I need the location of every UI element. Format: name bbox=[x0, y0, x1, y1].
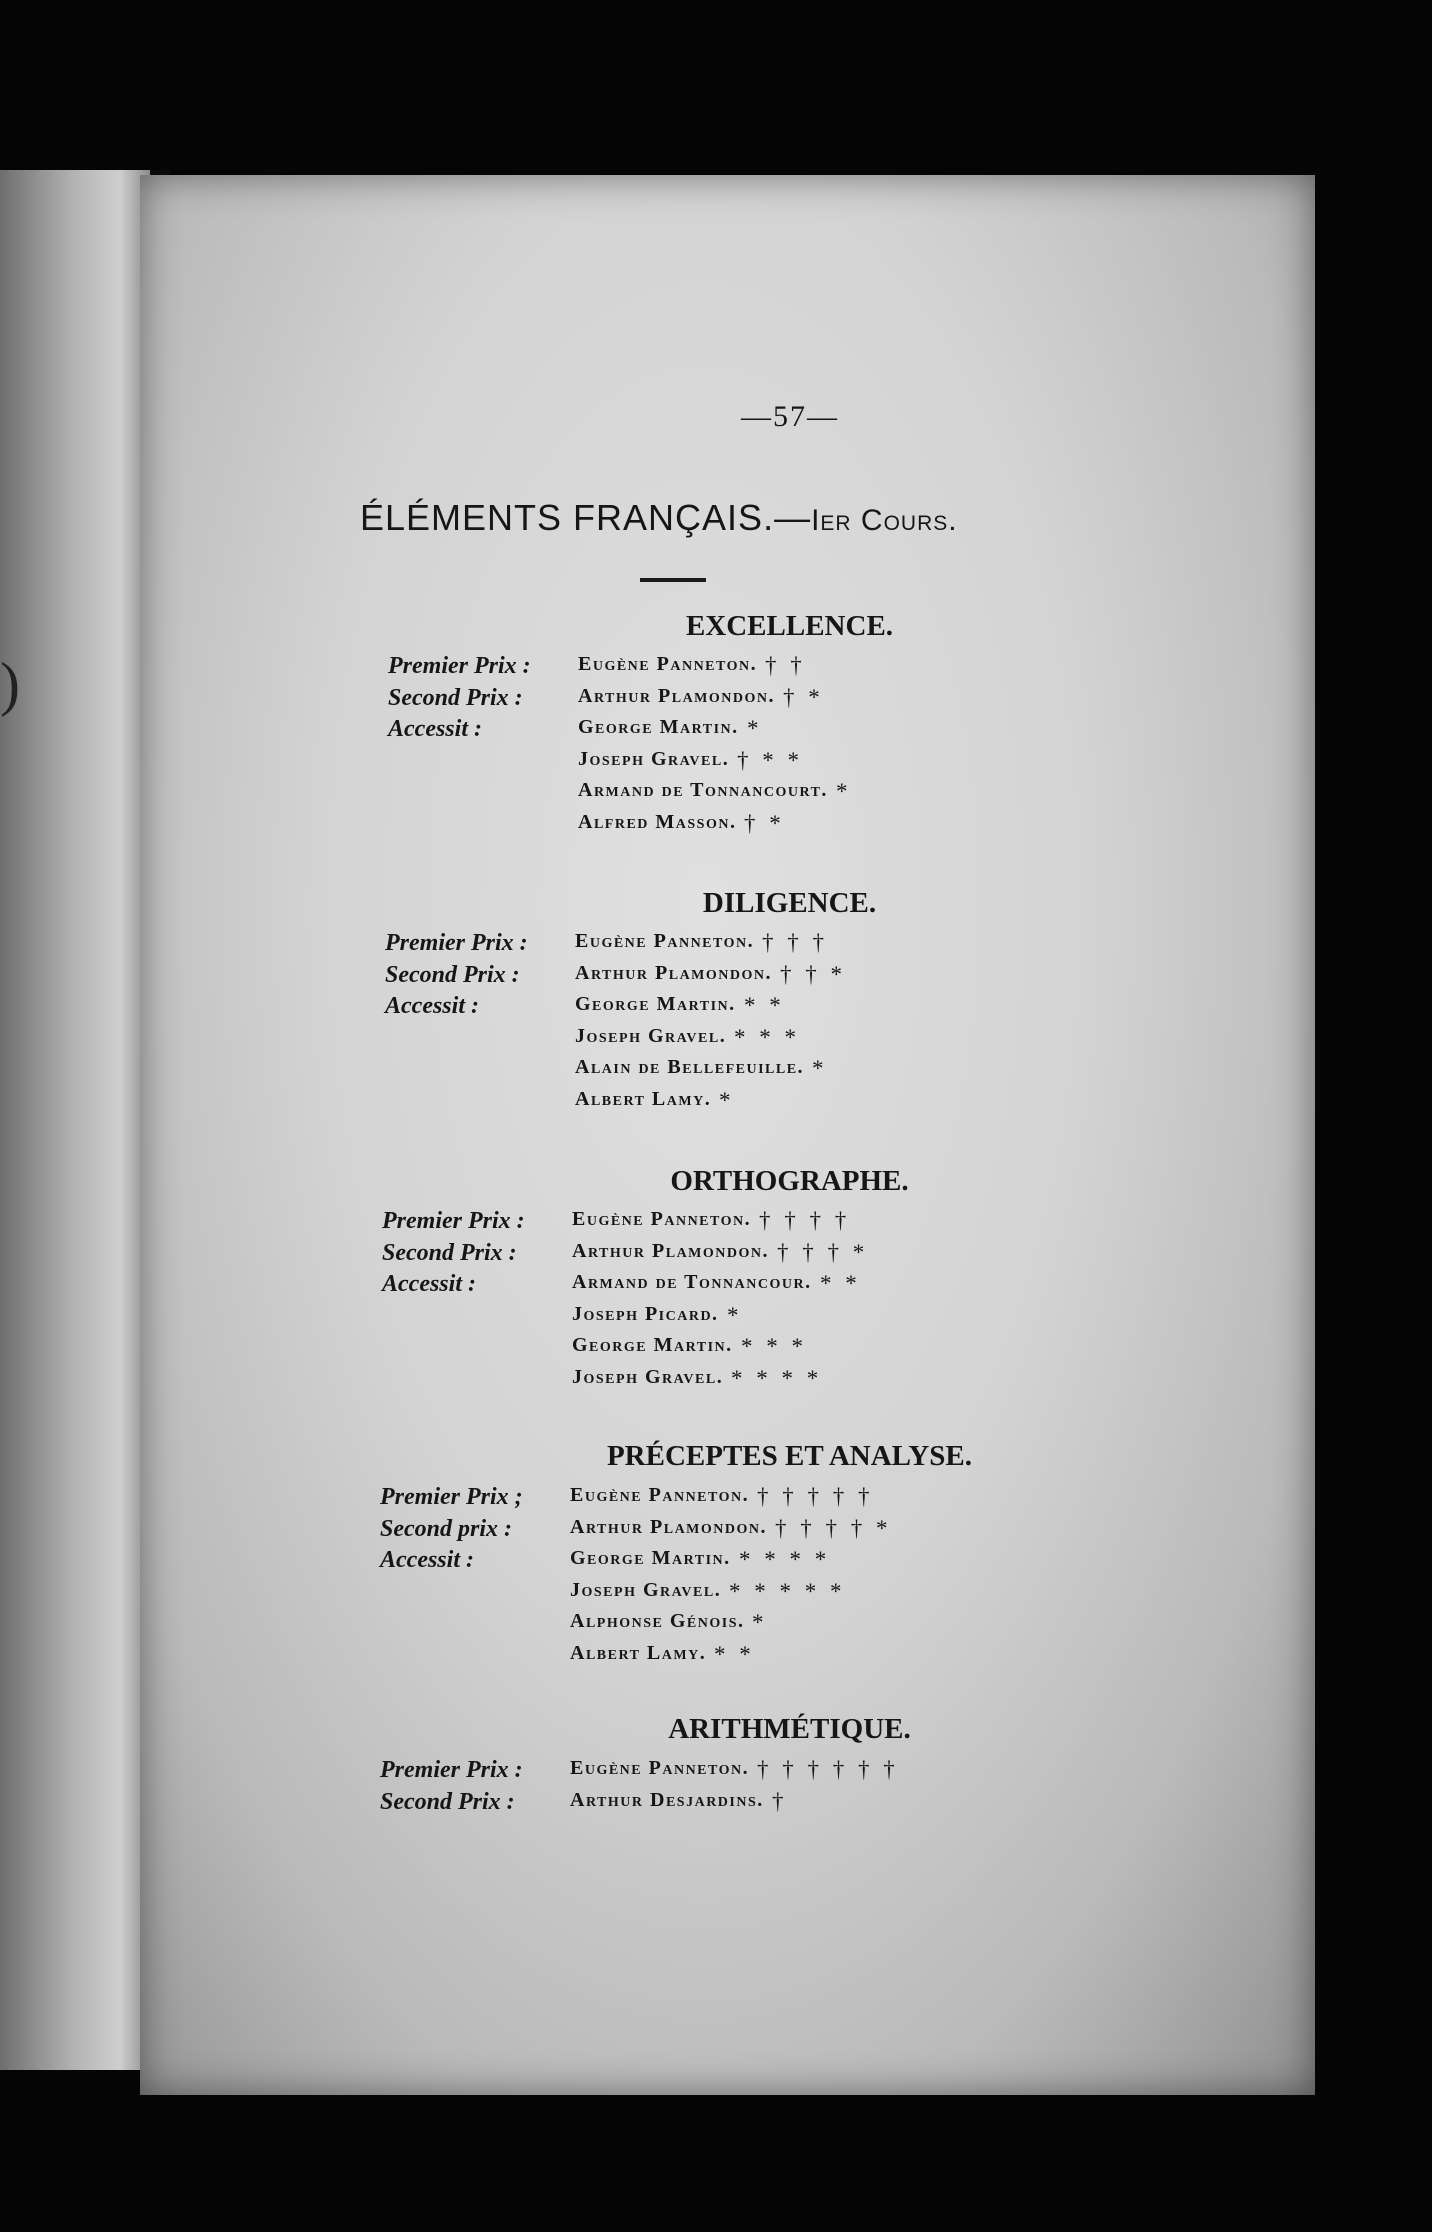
student-name: Armand de Tonnancourt. bbox=[578, 779, 828, 801]
student-name: Joseph Gravel. bbox=[575, 1024, 727, 1047]
distinction-marks: * * * bbox=[741, 1334, 807, 1359]
section-heading: EXCELLENCE. bbox=[685, 610, 894, 642]
prize-label: Second Prix : bbox=[388, 684, 523, 711]
distinction-marks: † * * bbox=[737, 747, 803, 773]
facing-page-bracket-mark: ) bbox=[0, 651, 20, 717]
student-name: Arthur Plamondon. bbox=[572, 1239, 769, 1262]
page-content bbox=[140, 175, 1315, 2095]
student-name: Arthur Plamondon. bbox=[578, 684, 775, 707]
student-name: Eugène Panneton. bbox=[575, 930, 755, 952]
student-name: Eugène Panneton. bbox=[572, 1208, 752, 1230]
distinction-marks: * * bbox=[744, 993, 785, 1018]
distinction-marks: * bbox=[752, 1610, 768, 1635]
distinction-marks: † † † * bbox=[777, 1239, 869, 1265]
distinction-marks: † * bbox=[744, 810, 785, 836]
prize-label: Premier Prix : bbox=[385, 930, 528, 956]
student-name: Albert Lamy. bbox=[570, 1641, 707, 1664]
title-main: ÉLÉMENTS FRANÇAIS.— bbox=[360, 497, 812, 538]
distinction-marks: * bbox=[747, 716, 763, 741]
distinction-marks: † † † † bbox=[759, 1208, 851, 1233]
student-name: Armand de Tonnancour. bbox=[572, 1271, 812, 1293]
section-heading: PRÉCEPTES ET ANALYSE. bbox=[606, 1440, 973, 1472]
student-name: George Martin. bbox=[578, 716, 739, 738]
distinction-marks: * * bbox=[714, 1641, 755, 1667]
student-name: Arthur Plamondon. bbox=[570, 1515, 767, 1538]
distinction-marks: * * * bbox=[734, 1024, 800, 1050]
distinction-marks: † * bbox=[783, 684, 824, 710]
distinction-marks: † † * bbox=[780, 961, 846, 987]
prize-label: Premier Prix ; bbox=[380, 1484, 523, 1510]
prize-label: Accessit : bbox=[385, 993, 479, 1019]
student-name: Arthur Desjardins. bbox=[570, 1788, 764, 1811]
section-heading: ORTHOGRAPHE. bbox=[670, 1165, 909, 1197]
distinction-marks: * * bbox=[820, 1271, 861, 1296]
distinction-marks: † bbox=[772, 1788, 788, 1814]
distinction-marks: * * * * * bbox=[729, 1578, 846, 1604]
section-heading: DILIGENCE. bbox=[702, 887, 877, 919]
prize-label: Premier Prix : bbox=[380, 1757, 523, 1783]
distinction-marks: † † † † † bbox=[757, 1484, 874, 1509]
student-name: George Martin. bbox=[570, 1547, 731, 1569]
student-name: Joseph Gravel. bbox=[570, 1578, 722, 1601]
section-heading: ARITHMÉTIQUE. bbox=[668, 1713, 911, 1745]
prize-label: Accessit : bbox=[380, 1547, 474, 1573]
student-name: Eugène Panneton. bbox=[570, 1757, 750, 1779]
distinction-marks: * bbox=[727, 1302, 743, 1328]
student-name: George Martin. bbox=[575, 993, 736, 1015]
student-name: Alfred Masson. bbox=[578, 810, 737, 833]
student-name: George Martin. bbox=[572, 1334, 733, 1356]
title-course: Ier Cours. bbox=[811, 504, 958, 537]
page-title bbox=[360, 497, 1160, 539]
distinction-marks: * bbox=[719, 1087, 735, 1113]
prize-label: Accessit : bbox=[388, 716, 482, 742]
distinction-marks: * bbox=[812, 1056, 828, 1081]
student-name: Alain de Bellefeuille. bbox=[575, 1056, 805, 1078]
book-page bbox=[140, 175, 1315, 2095]
distinction-marks: * bbox=[836, 779, 852, 804]
student-name: Joseph Gravel. bbox=[572, 1365, 724, 1388]
distinction-marks: * * * * bbox=[739, 1547, 831, 1572]
title-rule bbox=[640, 578, 706, 582]
student-name: Eugène Panneton. bbox=[570, 1484, 750, 1506]
page-number: —57— bbox=[741, 400, 839, 433]
prize-label: Second Prix : bbox=[380, 1788, 515, 1815]
student-name: Albert Lamy. bbox=[575, 1087, 712, 1110]
distinction-marks: † † † † * bbox=[775, 1515, 892, 1541]
prize-label: Second Prix : bbox=[385, 961, 520, 988]
distinction-marks: * * * * bbox=[731, 1365, 823, 1391]
prize-label: Premier Prix : bbox=[382, 1208, 525, 1234]
facing-page-edge bbox=[0, 170, 150, 2070]
student-name: Eugène Panneton. bbox=[578, 653, 758, 675]
distinction-marks: † † † † † † bbox=[757, 1757, 899, 1782]
prize-label: Second Prix : bbox=[382, 1239, 517, 1266]
prize-label: Accessit : bbox=[382, 1271, 476, 1297]
distinction-marks: † † † bbox=[762, 930, 828, 955]
student-name: Alphonse Génois. bbox=[570, 1610, 745, 1632]
prize-label: Premier Prix : bbox=[388, 653, 531, 679]
student-name: Joseph Gravel. bbox=[578, 747, 730, 770]
distinction-marks: † † bbox=[765, 653, 806, 678]
student-name: Joseph Picard. bbox=[572, 1302, 719, 1325]
student-name: Arthur Plamondon. bbox=[575, 961, 772, 984]
prize-label: Second prix : bbox=[380, 1515, 512, 1542]
